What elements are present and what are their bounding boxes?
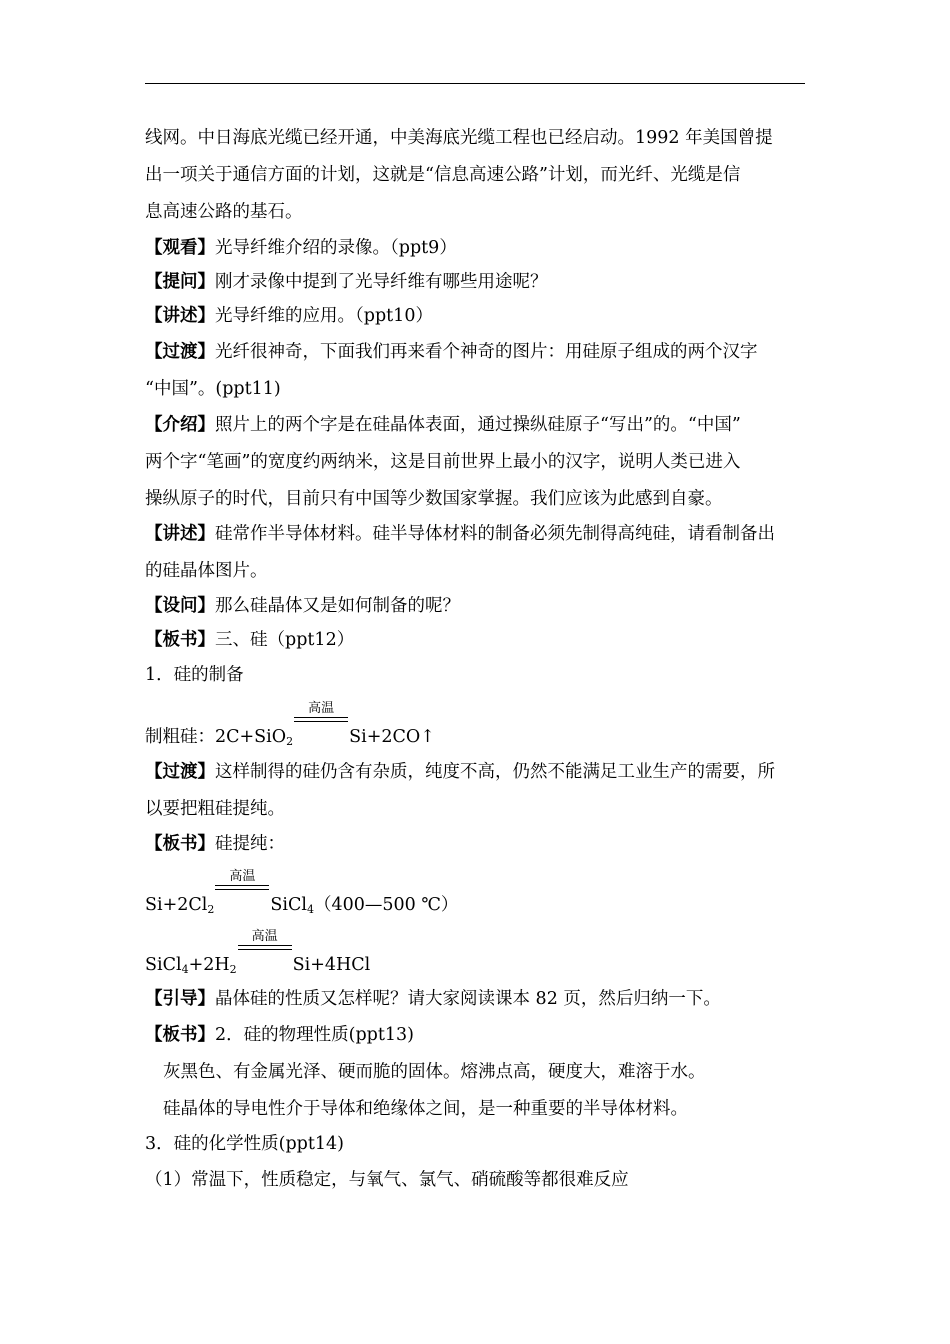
section-tag: 【过渡】 [145, 342, 215, 362]
condition-label: 高温 [251, 929, 278, 944]
equation-subscript: 2 [207, 903, 215, 916]
text-line [145, 628, 810, 652]
line-text: 出一项关于通信方面的计划，这就是“信息高速公路”计划，而光纤、光缆是信 [145, 165, 741, 185]
section-tag: 【讲述】 [145, 306, 215, 326]
equation-crude-silicon [145, 701, 435, 749]
text-line [145, 487, 810, 511]
line-text: 两个字“笔画”的宽度约两纳米，这是目前世界上最小的汉字，说明人类已进入 [145, 452, 741, 472]
line-text: 1．硅的制备 [145, 665, 244, 685]
condition-label: 高温 [308, 701, 335, 716]
equation-rhs: SiCl [270, 895, 307, 915]
section-tag: 【板书】 [145, 1025, 215, 1045]
section-tag: 【观看】 [145, 238, 215, 258]
section-tag: 【过渡】 [145, 762, 215, 782]
equation-note: （400—500 ℃） [313, 895, 459, 915]
text-line [145, 760, 810, 784]
text-line [145, 1132, 810, 1156]
line-text: 光纤很神奇，下面我们再来看个神奇的图片：用硅原子组成的两个汉字 [215, 342, 758, 362]
line-text: 以要把粗硅提纯。 [145, 799, 285, 819]
section-tag: 【提问】 [145, 272, 215, 292]
equation-lhs: SiCl [145, 955, 182, 975]
text-line [145, 594, 810, 618]
reaction-condition [238, 929, 292, 970]
line-text: 照片上的两个字是在硅晶体表面，通过操纵硅原子“写出”的。“中国” [215, 415, 741, 435]
text-line [163, 1097, 828, 1121]
text-line [145, 163, 810, 187]
text-line [145, 1168, 810, 1192]
section-tag: 【引导】 [145, 989, 215, 1009]
equation-subscript: 4 [181, 963, 189, 976]
line-text: 操纵原子的时代，目前只有中国等少数国家掌握。我们应该为此感到自豪。 [145, 489, 723, 509]
section-tag: 【设问】 [145, 596, 215, 616]
section-tag: 【介绍】 [145, 415, 215, 435]
text-line [145, 450, 810, 474]
text-line [145, 304, 810, 328]
text-line [145, 270, 810, 294]
line-text: 这样制得的硅仍含有杂质，纯度不高，仍然不能满足工业生产的需要，所 [215, 762, 775, 782]
line-text: 晶体硅的性质又怎样呢？请大家阅读课本 82 页，然后归纳一下。 [215, 989, 721, 1009]
text-line [145, 559, 810, 583]
line-text: 刚才录像中提到了光导纤维有哪些用途呢？ [215, 272, 548, 292]
line-text: 光导纤维的应用。（ppt10） [215, 306, 433, 326]
text-line [145, 663, 810, 687]
line-text: 硅提纯： [215, 834, 285, 854]
text-line [145, 126, 810, 150]
text-line [145, 1023, 810, 1047]
equation-lhs: Si+2Cl [145, 895, 208, 915]
equation-rhs: Si+2CO↑ [349, 727, 435, 747]
line-text: 三、硅（ppt12） [215, 630, 355, 650]
section-tag: 【讲述】 [145, 524, 215, 544]
header-rule [145, 83, 805, 84]
line-text: 硅常作半导体材料。硅半导体材料的制备必须先制得高纯硅，请看制备出 [215, 524, 775, 544]
equation-subscript: 4 [306, 903, 314, 916]
text-line [145, 797, 810, 821]
section-tag: 【板书】 [145, 834, 215, 854]
line-text: 线网。中日海底光缆已经开通，中美海底光缆工程也已经启动。1992 年美国曾提 [145, 128, 773, 148]
equation-chlorination [145, 869, 459, 917]
text-line [163, 1060, 828, 1084]
line-text: 硅晶体的导电性介于导体和绝缘体之间，是一种重要的半导体材料。 [163, 1099, 688, 1119]
line-text: 的硅晶体图片。 [145, 561, 268, 581]
line-text: （1）常温下，性质稳定，与氧气、氯气、硝硫酸等都很难反应 [145, 1170, 629, 1190]
line-text: 2．硅的物理性质(ppt13) [215, 1025, 414, 1045]
section-tag: 【板书】 [145, 630, 215, 650]
equation-rhs: Si+4HCl [292, 955, 371, 975]
line-text: 3．硅的化学性质(ppt14) [145, 1134, 344, 1154]
reaction-condition [215, 869, 269, 910]
equation-subscript: 2 [229, 963, 237, 976]
equation-lhs-2: +2H [188, 955, 230, 975]
equation-lhs: 制粗硅：2C+SiO [145, 727, 287, 747]
text-line [145, 236, 810, 260]
reaction-condition [294, 701, 348, 742]
line-text: 那么硅晶体又是如何制备的呢？ [215, 596, 460, 616]
line-text: “中国”。(ppt11) [145, 379, 281, 399]
text-line [145, 987, 810, 1011]
text-line [145, 413, 810, 437]
condition-label: 高温 [229, 869, 256, 884]
equation-reduction [145, 929, 371, 977]
equation-subscript: 2 [286, 735, 294, 748]
line-text: 息高速公路的基石。 [145, 202, 303, 222]
text-line [145, 200, 810, 224]
text-line [145, 832, 810, 856]
line-text: 灰黑色、有金属光泽、硬而脆的固体。熔沸点高，硬度大，难溶于水。 [163, 1062, 706, 1082]
text-line [145, 377, 810, 401]
text-line [145, 340, 810, 364]
text-line [145, 522, 810, 546]
line-text: 光导纤维介绍的录像。（ppt9） [215, 238, 457, 258]
